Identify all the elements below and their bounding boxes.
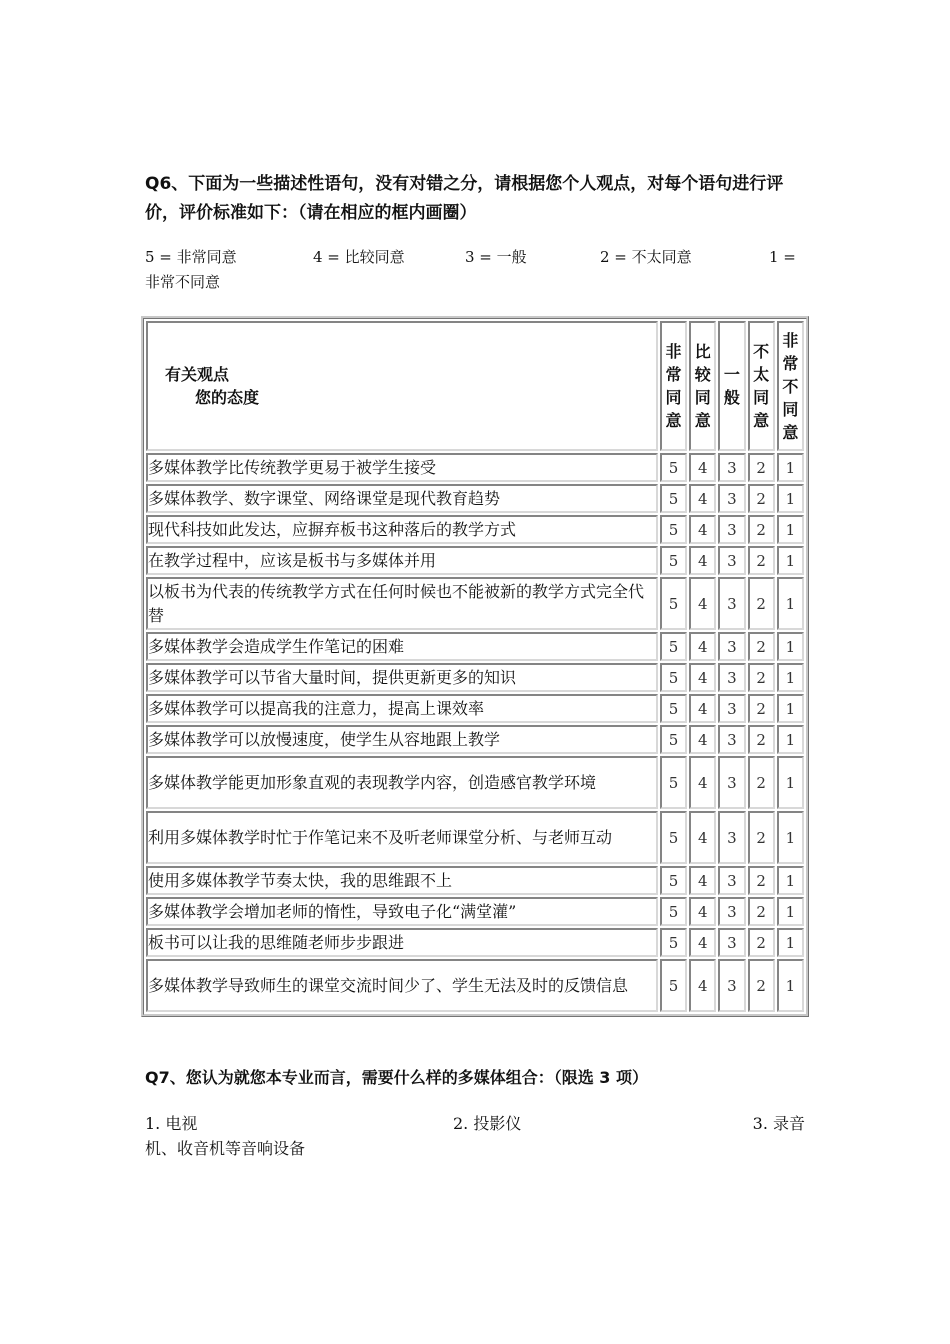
col-header-strongly-disagree: 非常不同意 xyxy=(777,321,804,451)
header-viewpoint-label: 有关观点 xyxy=(165,365,230,384)
score-option-2[interactable]: 2 xyxy=(748,928,775,957)
statement-cell: 利用多媒体教学时忙于作笔记来不及听老师课堂分析、与老师互动 xyxy=(146,811,658,864)
table-row xyxy=(146,515,804,544)
score-option-5[interactable]: 5 xyxy=(660,546,687,575)
statement-cell: 多媒体教学可以提高我的注意力，提高上课效率 xyxy=(146,694,658,723)
score-option-4[interactable]: 4 xyxy=(689,725,716,754)
q7-option-tv[interactable]: 1. 电视 xyxy=(145,1114,198,1133)
col-header-strongly-agree: 非常同意 xyxy=(660,321,687,451)
score-option-1[interactable]: 1 xyxy=(777,663,804,692)
score-option-4[interactable]: 4 xyxy=(689,546,716,575)
score-option-1[interactable]: 1 xyxy=(777,756,804,809)
score-option-1[interactable]: 1 xyxy=(777,897,804,926)
score-option-3[interactable]: 3 xyxy=(718,515,745,544)
statement-cell: 多媒体教学会增加老师的惰性，导致电子化“满堂灌” xyxy=(146,897,658,926)
col-header-neutral: 一般 xyxy=(718,321,745,451)
scale-1: 1 = xyxy=(769,248,796,266)
score-option-3[interactable]: 3 xyxy=(718,897,745,926)
score-option-4[interactable]: 4 xyxy=(689,453,716,482)
score-option-3[interactable]: 3 xyxy=(718,811,745,864)
statement-cell: 多媒体教学可以节省大量时间，提供更新更多的知识 xyxy=(146,663,658,692)
score-option-2[interactable]: 2 xyxy=(748,725,775,754)
scale-4: 4 = 比较同意 xyxy=(313,248,405,266)
score-option-2[interactable]: 2 xyxy=(748,959,775,1012)
col-header-disagree: 不太同意 xyxy=(748,321,775,451)
score-option-2[interactable]: 2 xyxy=(748,577,775,630)
score-option-1[interactable]: 1 xyxy=(777,632,804,661)
score-option-3[interactable]: 3 xyxy=(718,632,745,661)
scale-1-label: 非常不同意 xyxy=(145,273,221,291)
score-option-2[interactable]: 2 xyxy=(748,811,775,864)
attitude-survey-table xyxy=(141,316,809,1017)
score-option-3[interactable]: 3 xyxy=(718,959,745,1012)
table-row xyxy=(146,866,804,895)
score-option-2[interactable]: 2 xyxy=(748,694,775,723)
table-row xyxy=(146,577,804,630)
score-option-3[interactable]: 3 xyxy=(718,756,745,809)
score-option-1[interactable]: 1 xyxy=(777,725,804,754)
score-option-2[interactable]: 2 xyxy=(748,632,775,661)
statement-cell: 使用多媒体教学节奏太快，我的思维跟不上 xyxy=(146,866,658,895)
score-option-5[interactable]: 5 xyxy=(660,959,687,1012)
statement-cell: 多媒体教学、数字课堂、网络课堂是现代教育趋势 xyxy=(146,484,658,513)
q6-title: Q6、下面为一些描述性语句，没有对错之分，请根据您个人观点，对每个语句进行评价，评价标准如下：（请在相应的框内画圈） xyxy=(145,174,784,223)
score-option-4[interactable]: 4 xyxy=(689,663,716,692)
score-option-4[interactable]: 4 xyxy=(689,515,716,544)
score-option-3[interactable]: 3 xyxy=(718,546,745,575)
score-option-2[interactable]: 2 xyxy=(748,484,775,513)
score-option-2[interactable]: 2 xyxy=(748,897,775,926)
score-option-5[interactable]: 5 xyxy=(660,756,687,809)
score-option-3[interactable]: 3 xyxy=(718,577,745,630)
table-row xyxy=(146,484,804,513)
statement-cell: 现代科技如此发达，应摒弃板书这种落后的教学方式 xyxy=(146,515,658,544)
col-header-agree: 比较同意 xyxy=(689,321,716,451)
table-row xyxy=(146,725,804,754)
score-option-2[interactable]: 2 xyxy=(748,515,775,544)
score-option-5[interactable]: 5 xyxy=(660,663,687,692)
score-option-3[interactable]: 3 xyxy=(718,663,745,692)
q7-option-audio[interactable]: 3. 录音 xyxy=(752,1114,805,1133)
table-row xyxy=(146,756,804,809)
score-option-1[interactable]: 1 xyxy=(777,694,804,723)
table-row xyxy=(146,928,804,957)
score-option-4[interactable]: 4 xyxy=(689,897,716,926)
score-option-5[interactable]: 5 xyxy=(660,484,687,513)
score-option-1[interactable]: 1 xyxy=(777,866,804,895)
score-option-1[interactable]: 1 xyxy=(777,928,804,957)
statement-cell: 以板书为代表的传统教学方式在任何时候也不能被新的教学方式完全代替 xyxy=(146,577,658,630)
score-option-4[interactable]: 4 xyxy=(689,577,716,630)
score-option-3[interactable]: 3 xyxy=(718,866,745,895)
score-option-1[interactable]: 1 xyxy=(777,484,804,513)
score-option-5[interactable]: 5 xyxy=(660,577,687,630)
score-option-1[interactable]: 1 xyxy=(777,453,804,482)
score-option-3[interactable]: 3 xyxy=(718,453,745,482)
q7-option-projector[interactable]: 2. 投影仪 xyxy=(453,1114,522,1133)
score-option-5[interactable]: 5 xyxy=(660,694,687,723)
statement-cell: 在教学过程中，应该是板书与多媒体并用 xyxy=(146,546,658,575)
score-option-2[interactable]: 2 xyxy=(748,866,775,895)
table-row xyxy=(146,811,804,864)
statement-cell: 多媒体教学可以放慢速度，使学生从容地跟上教学 xyxy=(146,725,658,754)
score-option-5[interactable]: 5 xyxy=(660,928,687,957)
score-option-4[interactable]: 4 xyxy=(689,632,716,661)
score-option-5[interactable]: 5 xyxy=(660,453,687,482)
table-row xyxy=(146,663,804,692)
table-row xyxy=(146,546,804,575)
score-option-3[interactable]: 3 xyxy=(718,725,745,754)
score-option-1[interactable]: 1 xyxy=(777,959,804,1012)
statement-cell: 多媒体教学导致师生的课堂交流时间少了、学生无法及时的反馈信息 xyxy=(146,959,658,1012)
score-option-2[interactable]: 2 xyxy=(748,453,775,482)
table-row xyxy=(146,959,804,1012)
score-option-1[interactable]: 1 xyxy=(777,546,804,575)
score-option-1[interactable]: 1 xyxy=(777,515,804,544)
score-option-3[interactable]: 3 xyxy=(718,928,745,957)
score-option-4[interactable]: 4 xyxy=(689,756,716,809)
scale-3: 3 = 一般 xyxy=(465,248,527,266)
table-row xyxy=(146,694,804,723)
score-option-3[interactable]: 3 xyxy=(718,694,745,723)
table-row xyxy=(146,453,804,482)
scale-2: 2 = 不太同意 xyxy=(600,248,692,266)
table-row xyxy=(146,632,804,661)
statement-cell: 多媒体教学能更加形象直观的表现教学内容，创造感官教学环境 xyxy=(146,756,658,809)
score-option-5[interactable]: 5 xyxy=(660,866,687,895)
score-option-5[interactable]: 5 xyxy=(660,811,687,864)
table-row xyxy=(146,897,804,926)
score-option-5[interactable]: 5 xyxy=(660,897,687,926)
score-option-3[interactable]: 3 xyxy=(718,484,745,513)
q7-option-audio-cont[interactable]: 机、收音机等音响设备 xyxy=(145,1139,306,1158)
q7-title: Q7、您认为就您本专业而言，需要什么样的多媒体组合：（限选 3 项） xyxy=(145,1068,649,1087)
score-option-5[interactable]: 5 xyxy=(660,632,687,661)
score-option-2[interactable]: 2 xyxy=(748,546,775,575)
header-corner-cell xyxy=(146,321,658,451)
score-option-4[interactable]: 4 xyxy=(689,866,716,895)
score-option-4[interactable]: 4 xyxy=(689,959,716,1012)
score-option-4[interactable]: 4 xyxy=(689,484,716,513)
score-option-1[interactable]: 1 xyxy=(777,811,804,864)
score-option-5[interactable]: 5 xyxy=(660,515,687,544)
score-option-4[interactable]: 4 xyxy=(689,694,716,723)
statement-cell: 多媒体教学会造成学生作笔记的困难 xyxy=(146,632,658,661)
statement-cell: 板书可以让我的思维随老师步步跟进 xyxy=(146,928,658,957)
score-option-4[interactable]: 4 xyxy=(689,811,716,864)
score-option-1[interactable]: 1 xyxy=(777,577,804,630)
statement-cell: 多媒体教学比传统教学更易于被学生接受 xyxy=(146,453,658,482)
header-attitude-label: 您的态度 xyxy=(195,388,260,407)
score-option-2[interactable]: 2 xyxy=(748,663,775,692)
score-option-4[interactable]: 4 xyxy=(689,928,716,957)
scale-5: 5 = 非常同意 xyxy=(145,248,237,266)
score-option-2[interactable]: 2 xyxy=(748,756,775,809)
score-option-5[interactable]: 5 xyxy=(660,725,687,754)
